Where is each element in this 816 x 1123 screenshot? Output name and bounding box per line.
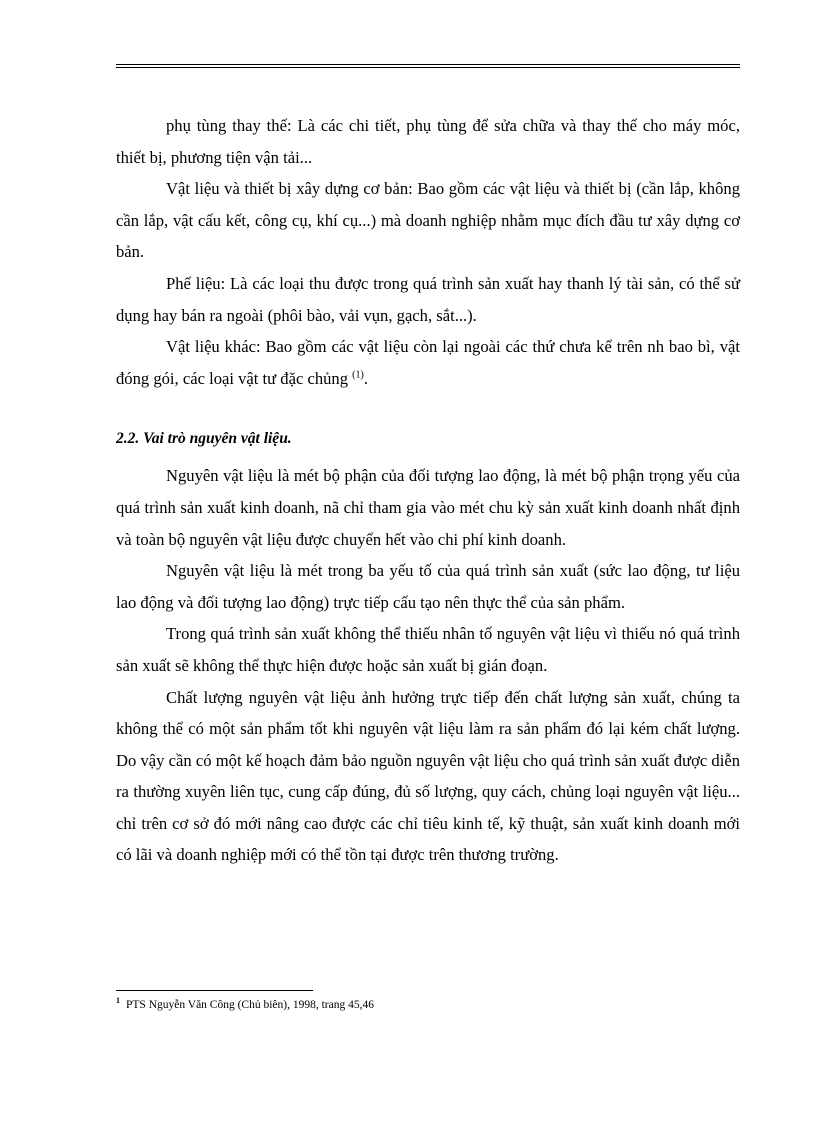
paragraph-role-4: Chất lượng nguyên vật liệu ảnh hưởng trực tiếp đến chất lượng sản xuất, chúng ta không thể có một sản phẩm tốt khi nguyên vật liệu làm ra sản phẩm đó lại kém chất lượng. Do vậy cần có một kế hoạch đảm bảo nguồn nguyên vật liệu cho quá trình sản xuất được diễn ra thường xuyên liên tục, cung cấp đúng, đủ số lượng, quy cách, chủng loại nguyên vật liệu... chỉ trên cơ sở đó mới nâng cao được các chỉ tiêu kinh tế, kỹ thuật, sản xuất kinh doanh mới có lãi và doanh nghiệp mới có thể tồn tại được trên thương trường. [116,687,740,865]
paragraph-other-materials [116,331,740,394]
paragraph-construction-materials: Vật liệu và thiết bị xây dựng cơ bản: Bao gồm các vật liệu và thiết bị (cần lắp, không cần lắp, vật cấu kết, công cụ, khí cụ...) mà doanh nghiệp nhằm mục đích đầu tư xây dựng cơ bản. [116,179,740,262]
footnote-number: 1 [116,996,120,1006]
paragraph-scrap: Phế liệu: Là các loại thu được trong quá trình sản xuất hay thanh lý tài sản, có thể sử dụng hay bán ra ngoài (phôi bào, vải vụn, gạch, sắt...). [116,273,740,325]
paragraph-role-2: Nguyên vật liệu là mét trong ba yếu tố của quá trình sản xuất (sức lao động, tư liệu lao động và đối tượng lao động) trực tiếp cấu tạo nên thực thể của sản phẩm. [116,561,740,612]
paragraph-spare-parts: phụ tùng thay thế: Là các chi tiết, phụ tùng để sửa chữa và thay thế cho máy móc, thiết bị, phương tiện vận tải... [116,116,740,167]
paragraph-role-3: Trong quá trình sản xuất không thể thiếu nhân tố nguyên vật liệu vì thiếu nó quá trình sản xuất sẽ không thể thực hiện được hoặc sản xuất bị gián đoạn. [116,624,740,675]
footnote-reference[interactable]: (1) [352,369,364,381]
section-heading: 2.2. Vai trò nguyên vật liệu. [116,430,292,448]
paragraph-trailing-period: . [363,368,368,388]
paragraph-other-materials-text: Vật liệu khác: Bao gồm các vật liệu còn lại ngoài các thứ chưa kể trên nh bao bì, vật đóng gói, các loại vật tư đặc chủng [116,337,740,388]
document-body [116,110,740,871]
header-rule-bottom [116,67,740,68]
paragraph-role-1: Nguyên vật liệu là mét bộ phận của đối tượng lao động, là mét bộ phận trọng yếu của quá trình sản xuất kinh doanh, nã chỉ tham gia vào mét chu kỳ sản xuất kinh doanh nhất định và toàn bộ nguyên vật liệu được chuyển hết vào chi phí kinh doanh. [116,466,740,549]
footnote-text: PTS Nguyễn Văn Công (Chủ biên), 1998, trang 45,46 [126,999,374,1011]
header-rule-top [116,64,740,65]
footnote [116,997,740,1013]
footnote-separator [116,990,313,991]
